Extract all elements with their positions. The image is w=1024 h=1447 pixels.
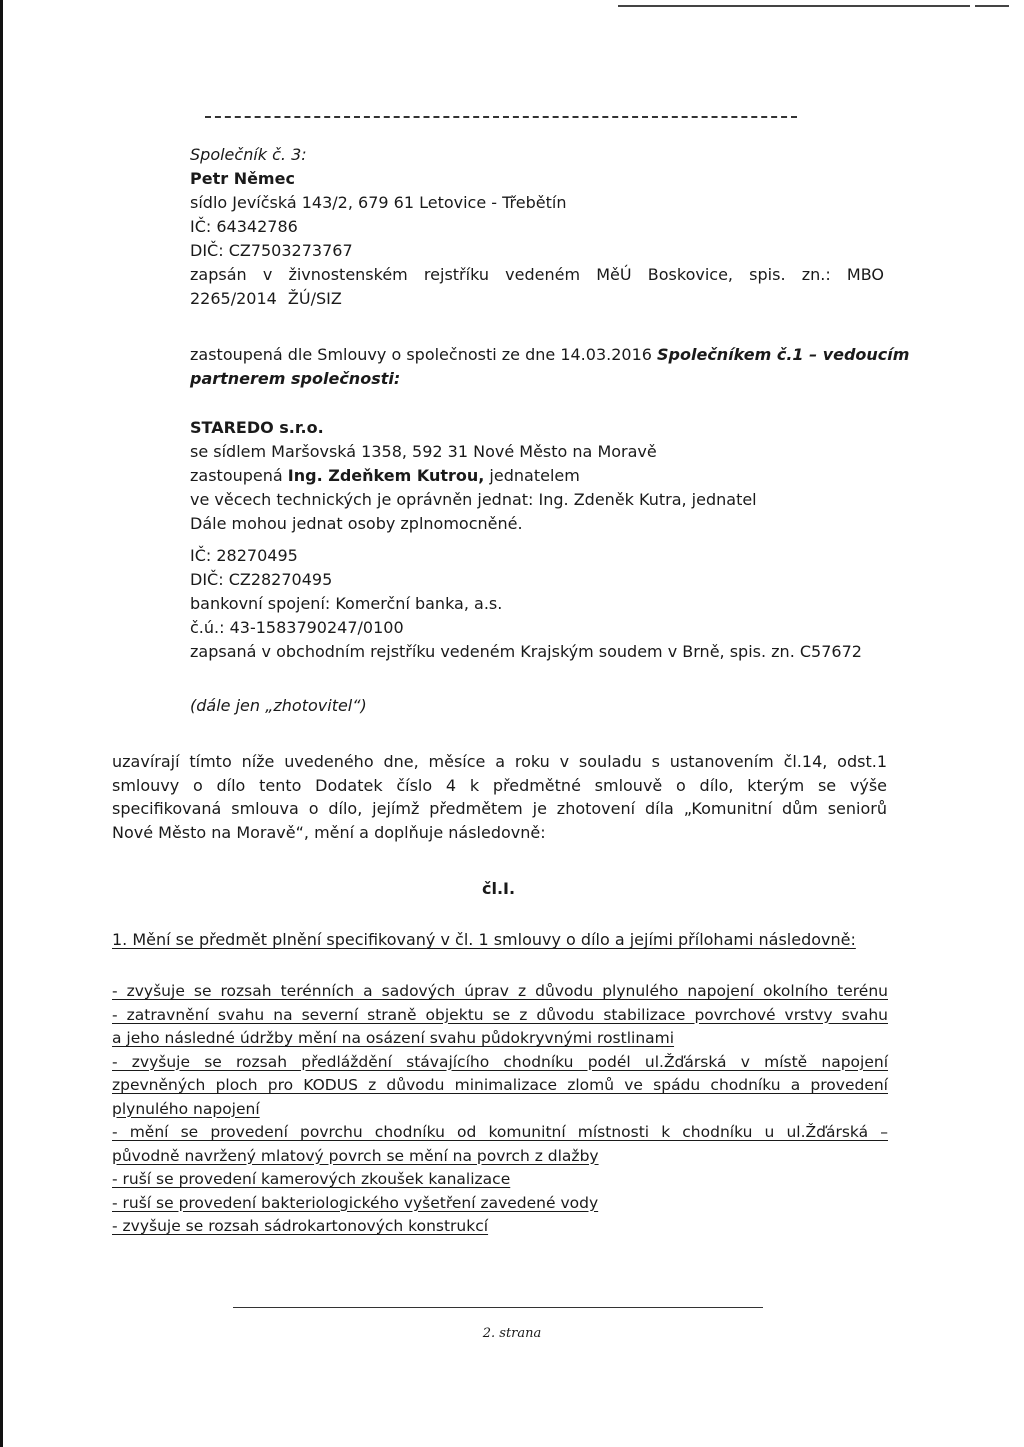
representation-line1 xyxy=(190,345,909,365)
article-heading: čl.I. xyxy=(482,879,516,898)
company-dic: DIČ: CZ28270495 xyxy=(190,570,333,589)
change-item: - ruší se provedení bakteriologického vyšetření zavedené vody xyxy=(112,1193,599,1212)
intro-paragraph xyxy=(112,750,887,844)
partner-name: Petr Němec xyxy=(190,169,295,188)
intro-line: uzavírají tímto níže uvedeného dne, měsíce a roku v souladu s ustanovením čl.14, odst.1 xyxy=(112,752,887,771)
change-item: - mění se provedení povrchu chodníku od komunitní místnosti k chodníku u ul.Žďárská – xyxy=(112,1123,888,1141)
representation-role: – vedoucím xyxy=(803,345,910,364)
partner-ic: IČ: 64342786 xyxy=(190,217,298,236)
representation-prefix: zastoupená dle Smlouvy o společnosti ze dne 14.03.2016 xyxy=(190,345,658,364)
company-representative-prefix: zastoupená xyxy=(190,466,288,485)
point-1-heading: 1. Mění se předmět plnění specifikovaný v čl. 1 smlouvy o dílo a jejími přílohami následovně: xyxy=(112,930,856,949)
change-item: - zatravnění svahu na severní straně objektu se z důvodu stabilizace povrchové vrstvy svahu xyxy=(112,1005,888,1024)
change-item: - zvyšuje se rozsah terénních a sadových úprav z důvodu plynulého napojení okolního terénu xyxy=(112,982,888,1000)
change-item: plynulého napojení xyxy=(112,1099,260,1118)
change-item: - zvyšuje se rozsah sádrokartonových konstrukcí xyxy=(112,1217,489,1235)
change-list xyxy=(112,980,888,1239)
partner-register-line1: zapsán v živnostenském rejstříku vedeném MěÚ Boskovice, spis. zn.: MBO xyxy=(190,265,884,284)
change-item: původně navržený mlatový povrch se mění na povrch z dlažby xyxy=(112,1146,599,1165)
dashed-separator xyxy=(205,116,797,118)
scan-left-edge xyxy=(0,0,3,1447)
partner-register-line2: 2265/2014 ŽÚ/SIZ xyxy=(190,289,342,308)
company-account: č.ú.: 43-1583790247/0100 xyxy=(190,618,404,637)
company-name: STAREDO s.r.o. xyxy=(190,418,324,437)
company-representative-role: jednatelem xyxy=(484,466,580,485)
change-item: - ruší se provedení kamerových zkoušek kanalizace xyxy=(112,1170,511,1188)
company-technical: ve věcech technických je oprávněn jednat: Ing. Zdeněk Kutra, jednatel xyxy=(190,490,757,509)
company-ic: IČ: 28270495 xyxy=(190,546,298,565)
scan-top-rule-right xyxy=(975,5,1009,7)
contractor-note: (dále jen „zhotovitel“) xyxy=(190,696,367,715)
company-address: se sídlem Maršovská 1358, 592 31 Nové Město na Moravě xyxy=(190,442,657,461)
company-bank: bankovní spojení: Komerční banka, a.s. xyxy=(190,594,503,613)
intro-line: Nové Město na Moravě“, mění a doplňuje následovně: xyxy=(112,822,546,842)
company-others: Dále mohou jednat osoby zplnomocněné. xyxy=(190,514,523,533)
page-number: 2. strana xyxy=(482,1326,542,1341)
change-item: - zvyšuje se rozsah předláždění stávajícího chodníku podél ul.Žďárská v místě napojení xyxy=(112,1052,888,1071)
footer-rule xyxy=(233,1307,763,1308)
intro-line: smlouvy o dílo tento Dodatek číslo 4 k předmětné smlouvě o dílo, kterým se výše xyxy=(112,775,887,795)
company-representative xyxy=(190,466,580,486)
company-representative-name: Ing. Zdeňkem Kutrou, xyxy=(287,466,485,485)
change-item: zpevněných ploch pro KODUS z důvodu minimalizace zlomů ve spádu chodníku a provedení xyxy=(112,1076,888,1094)
intro-line: specifikovaná smlouva o dílo, jejímž předmětem je zhotovení díla „Komunitní dům seniorů xyxy=(112,799,887,818)
partner-dic: DIČ: CZ7503273767 xyxy=(190,241,353,260)
representation-line2: partnerem společnosti: xyxy=(190,369,401,388)
section-heading: Společník č. 3: xyxy=(190,145,307,164)
partner-address: sídlo Jevíčská 143/2, 679 61 Letovice - Třebětín xyxy=(190,193,567,212)
change-item: a jeho následné údržby mění na osázení svahu půdokryvnými rostlinami xyxy=(112,1029,675,1047)
scan-top-rule xyxy=(618,5,970,7)
representation-partner: Společníkem č.1 xyxy=(657,345,804,364)
company-register: zapsaná v obchodním rejstříku vedeném Krajským soudem v Brně, spis. zn. C57672 xyxy=(190,642,862,661)
